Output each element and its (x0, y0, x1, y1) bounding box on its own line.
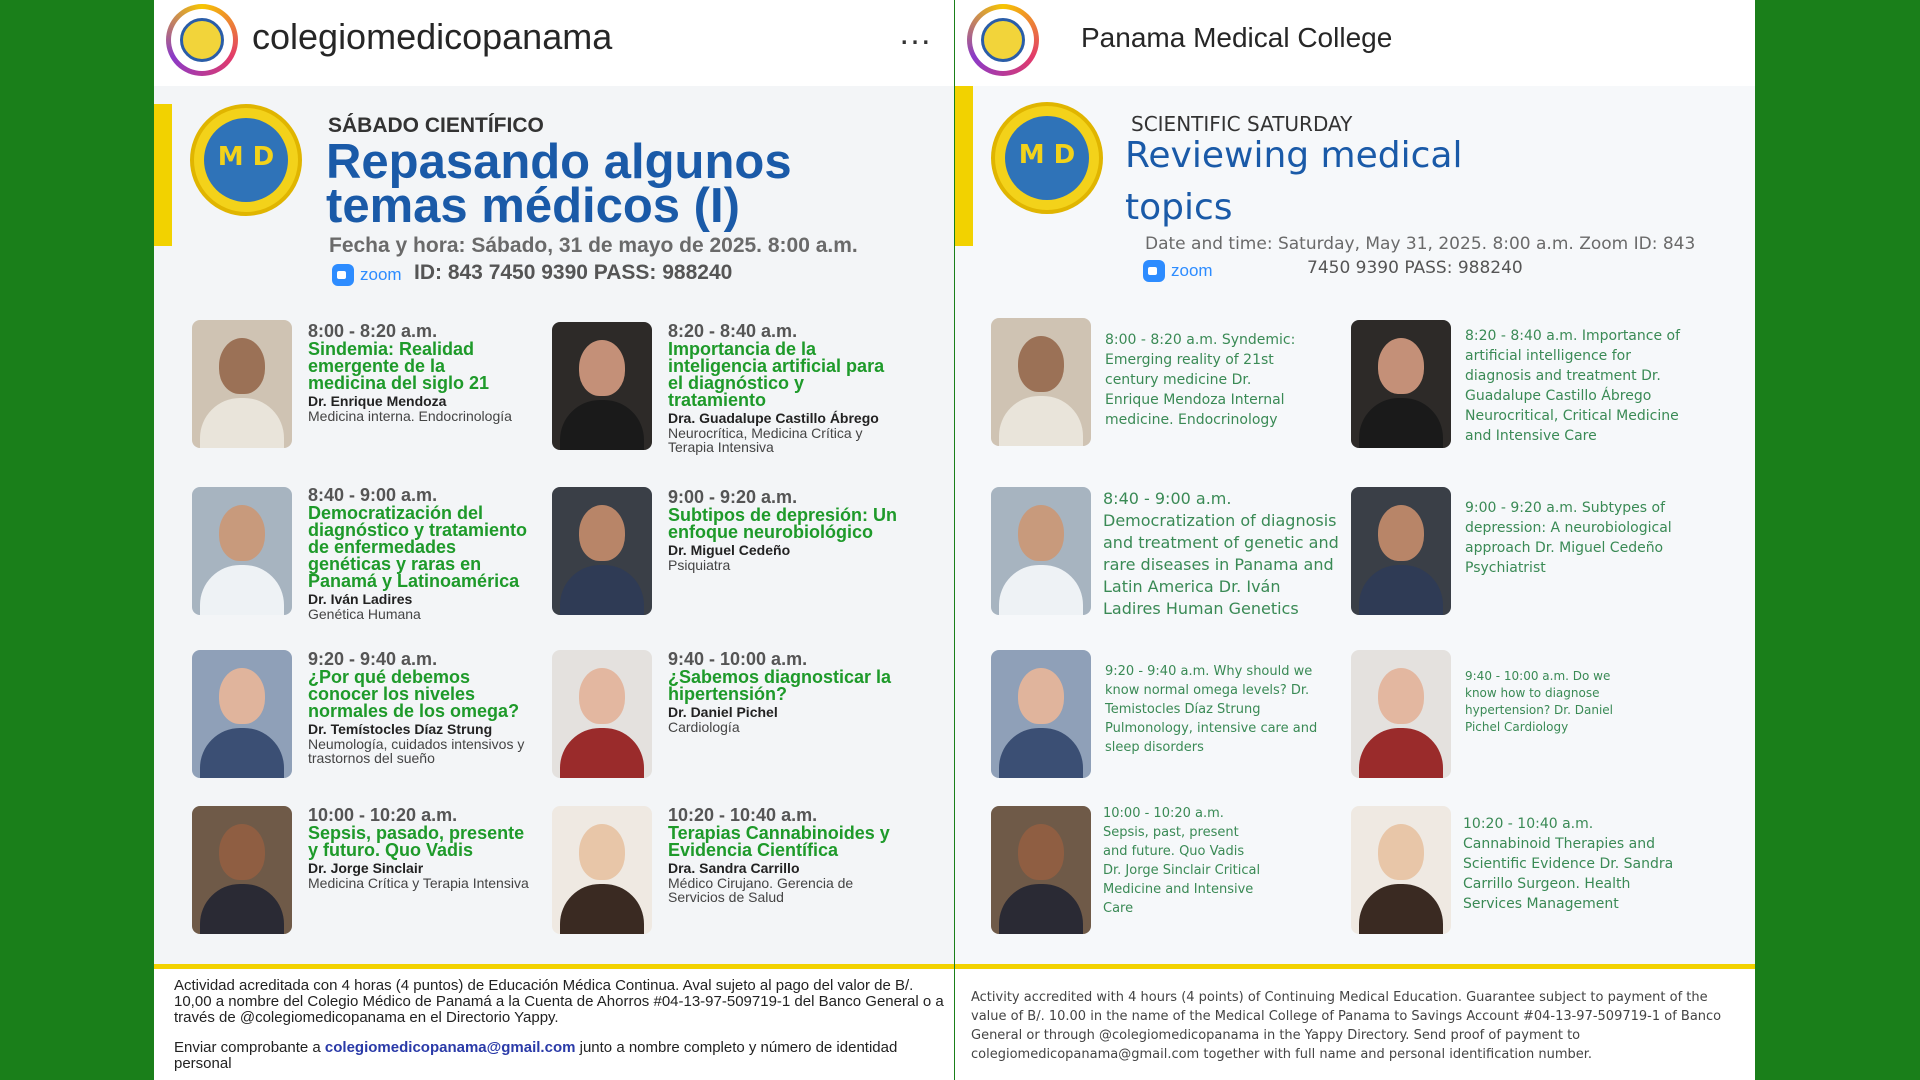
session-topic: Sindemia: Realidad emergente de la medicina del siglo 21 (308, 339, 490, 393)
post-header (154, 0, 954, 86)
zoom-credentials: 7450 9390 PASS: 988240 (1307, 258, 1523, 278)
zoom-icon (1143, 260, 1165, 282)
session-speaker: Dr. Jorge Sinclair (308, 860, 424, 876)
speaker-photo (552, 322, 652, 450)
account-avatar[interactable] (166, 4, 238, 76)
session-item (308, 650, 538, 765)
footer-email-link[interactable]: colegiomedicopanama@gmail.com (324, 1039, 576, 1056)
speaker-photo (991, 806, 1091, 934)
session-item (668, 806, 898, 904)
session-time: 9:20 - 9:40 a.m. (308, 649, 438, 669)
footer-contact-suffix: junto a nombre completo y número de identidad personal (174, 1039, 898, 1072)
zoom-badge (332, 264, 402, 286)
event-title-line1: Reviewing medical (1125, 135, 1463, 176)
zoom-badge (1143, 260, 1213, 282)
speaker-photo (991, 650, 1091, 778)
session-specialty: Psiquiatra (668, 557, 731, 573)
session-time: 10:20 - 10:40 a.m. (668, 805, 818, 825)
session-text: 8:00 - 8:20 a.m. Syndemic: Emerging reality of 21st century medicine Dr. Enrique Mendoza Internal medicine. Endocrinology (1105, 332, 1296, 428)
session-speaker: Dr. Daniel Pichel (668, 704, 778, 720)
session-time: 8:40 - 9:00 a.m. (308, 485, 438, 505)
session-topic: Subtipos de depresión: Un enfoque neurobiológico (668, 505, 898, 542)
speaker-photo (192, 320, 292, 448)
speaker-photo (1351, 320, 1451, 448)
session-specialty: Neumología, cuidados intensivos y trastornos del sueño (308, 736, 525, 766)
session-specialty: Médico Cirujano. Gerencia de Servicios de Salud (668, 875, 854, 905)
speaker-photo (991, 487, 1091, 615)
speaker-photo (1351, 806, 1451, 934)
speaker-photo (192, 487, 292, 615)
session-text: 10:20 - 10:40 a.m. Cannabinoid Therapies and Scientific Evidence Dr. Sandra Carrillo Surgeon. Health Services Management (1463, 816, 1674, 912)
event-title-line2: temas médicos (I) (326, 179, 740, 233)
speaker-photo (1351, 487, 1451, 615)
session-item (668, 322, 898, 454)
session-topic: ¿Por qué debemos conocer los niveles normales de los omega? (308, 667, 520, 721)
post-right (955, 0, 1755, 1080)
session-specialty: Medicina Crítica y Terapia Intensiva (308, 875, 529, 891)
event-title-line1: Repasando algunos (326, 135, 792, 189)
event-kicker: SCIENTIFIC SATURDAY (1131, 112, 1353, 136)
footer-contact-prefix: Enviar comprobante a (174, 1039, 325, 1056)
account-name[interactable]: colegiomedicopanama (252, 16, 613, 57)
session-topic: Democratización del diagnóstico y tratamiento de enfermedades genéticas y raras en Panamá y Latinoamérica (308, 503, 528, 591)
account-name[interactable]: Panama Medical College (1081, 22, 1393, 53)
session-time: 8:20 - 8:40 a.m. (668, 321, 798, 341)
session-topic: Terapias Cannabinoides y Evidencia Científica (668, 823, 890, 860)
session-speaker: Dr. Miguel Cedeño (668, 542, 791, 558)
college-logo: M D (991, 102, 1103, 214)
accent-bar (955, 86, 973, 246)
account-avatar[interactable] (967, 4, 1039, 76)
session-speaker: Dra. Sandra Carrillo (668, 860, 800, 876)
session-topic: ¿Sabemos diagnosticar la hipertensión? (668, 667, 892, 704)
accent-bar (154, 104, 172, 246)
event-kicker: SÁBADO CIENTÍFICO (328, 114, 544, 137)
session-item (308, 806, 538, 890)
session-text: 8:20 - 8:40 a.m. Importance of artificial intelligence for diagnosis and treatment Dr. Guadalupe Castillo Ábrego Neurocritical, Critical Medicine and Intensive Care (1465, 328, 1681, 444)
session-text: 8:40 - 9:00 a.m. Democratization of diagnosis and treatment of genetic and rare diseases in Panama and Latin America Dr. Iván Ladires Human Genetics (1103, 489, 1339, 618)
speaker-photo (192, 650, 292, 778)
session-text: 10:00 - 10:20 a.m. Sepsis, past, present and future. Quo Vadis Dr. Jorge Sinclair Critical Medicine and Intensive Care (1103, 806, 1261, 916)
session-text: 9:00 - 9:20 a.m. Subtypes of depression: A neurobiological approach Dr. Miguel Cedeño Psychiatrist (1465, 500, 1672, 576)
session-text: 9:20 - 9:40 a.m. Why should we know normal omega levels? Dr. Temistocles Díaz Strung Pulmonology, intensive care and sleep disorders (1105, 664, 1318, 755)
event-datetime: Fecha y hora: Sábado, 31 de mayo de 2025. 8:00 a.m. (329, 234, 858, 257)
session-item (668, 488, 898, 572)
session-speaker: Dr. Temístocles Díaz Strung (308, 721, 493, 737)
session-topic: Importancia de la inteligencia artificial para el diagnóstico y tratamiento (668, 339, 885, 410)
more-options-icon[interactable]: … (898, 14, 934, 52)
college-logo: M D (190, 104, 302, 216)
zoom-icon (332, 264, 354, 286)
session-specialty: Neurocrítica, Medicina Crítica y Terapia Intensiva (668, 425, 863, 455)
session-time: 10:00 - 10:20 a.m. (308, 805, 458, 825)
speaker-photo (192, 806, 292, 934)
session-time: 9:40 - 10:00 a.m. (668, 649, 808, 669)
post-left (154, 0, 954, 1080)
zoom-label: zoom (360, 265, 402, 284)
session-specialty: Cardiología (668, 719, 740, 735)
zoom-credentials: ID: 843 7450 9390 PASS: 988240 (414, 261, 733, 284)
footer-accreditation: Actividad acreditada con 4 horas (4 puntos) de Educación Médica Continua. Aval sujeto al pago del valor de B/. 10,00 a nombre del Colegio Médico de Panamá a la Cuenta de Ahorros #04-13-97-509719-1 del Banco General o a través de @colegiomedicopanama en el Directorio Yappy. (174, 977, 944, 1026)
session-speaker: Dr. Iván Ladires (308, 591, 413, 607)
session-topic: Sepsis, pasado, presente y futuro. Quo Vadis (308, 823, 525, 860)
speaker-photo (552, 806, 652, 934)
footer-accreditation: Activity accredited with 4 hours (4 points) of Continuing Medical Education. Guarantee subject to payment of the value of B/. 10.00 in the name of the Medical College of Panama to Savings Account #04-13-97-509719-1 of Banco General or through @colegiomedicopanama in the Yappy Directory. Send proof of payment to colegiomedicopanama@gmail.com together with full name and personal identification number. (971, 990, 1722, 1062)
session-specialty: Genética Humana (308, 606, 421, 622)
event-title-line2: topics (1125, 187, 1233, 228)
speaker-photo (552, 487, 652, 615)
session-specialty: Medicina interna. Endocrinología (308, 408, 512, 424)
session-text: 9:40 - 10:00 a.m. Do we know how to diagnose hypertension? Dr. Daniel Pichel Cardiology (1465, 669, 1614, 734)
footer-contact (174, 1040, 944, 1072)
session-item (308, 322, 528, 423)
session-item (668, 650, 898, 734)
session-speaker: Dr. Enrique Mendoza (308, 393, 447, 409)
post-header (955, 0, 1755, 86)
session-time: 9:00 - 9:20 a.m. (668, 487, 798, 507)
speaker-photo (991, 318, 1091, 446)
session-item (308, 486, 538, 621)
event-datetime: Date and time: Saturday, May 31, 2025. 8:00 a.m. Zoom ID: 843 (1145, 234, 1696, 254)
speaker-photo (1351, 650, 1451, 778)
zoom-label: zoom (1171, 261, 1213, 280)
speaker-photo (552, 650, 652, 778)
session-time: 8:00 - 8:20 a.m. (308, 321, 438, 341)
session-speaker: Dra. Guadalupe Castillo Ábrego (668, 410, 879, 426)
